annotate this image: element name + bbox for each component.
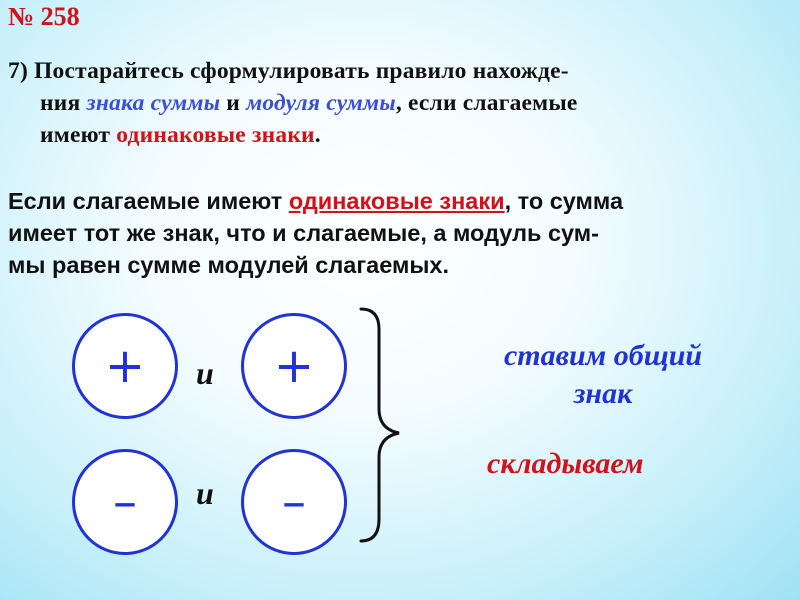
rule-text-fragment: Если слагаемые имеют bbox=[8, 188, 289, 214]
rule-line-3: мы равен сумме модулей слагаемых. bbox=[8, 252, 450, 278]
result-line-1: ставим общий bbox=[503, 339, 703, 372]
plus-circle-right: + bbox=[241, 313, 347, 419]
task-text-fragment: , если слагаемые bbox=[395, 90, 578, 116]
result-line-2: знак bbox=[573, 377, 633, 410]
rule-text bbox=[8, 185, 788, 281]
task-text-fragment: ния bbox=[40, 90, 87, 116]
and-label-top: и bbox=[196, 355, 214, 391]
minus-circle-left: – bbox=[72, 449, 178, 555]
same-signs-term: одинаковые знаки bbox=[116, 122, 315, 148]
and-label-bottom: и bbox=[196, 475, 214, 511]
rule-text-fragment: , то сумма bbox=[504, 188, 624, 214]
rule-line-2: имеет тот же знак, что и слагаемые, а модуль сум- bbox=[8, 220, 600, 246]
task-line-2 bbox=[8, 87, 788, 119]
plus-circle-left: + bbox=[72, 313, 178, 419]
minus-circle-right: – bbox=[241, 449, 347, 555]
same-signs-highlight: одинаковые знаки bbox=[288, 188, 505, 214]
common-sign-result bbox=[468, 337, 738, 413]
rule-line-1 bbox=[8, 185, 788, 217]
task-number: № 258 bbox=[8, 2, 80, 31]
curly-brace-icon bbox=[355, 305, 405, 545]
task-line-1: 7) Постарайтесь сформулировать правило нахожде- bbox=[8, 58, 569, 84]
task-text-fragment: . bbox=[314, 122, 321, 148]
task-text bbox=[8, 55, 788, 151]
add-result: складываем bbox=[487, 447, 644, 480]
task-text-fragment: имеют bbox=[40, 122, 117, 148]
sign-of-sum-term: знака суммы bbox=[86, 90, 221, 116]
task-line-3 bbox=[8, 119, 788, 151]
modulus-of-sum-term: модуля суммы bbox=[246, 90, 396, 116]
task-text-fragment: и bbox=[220, 90, 247, 116]
